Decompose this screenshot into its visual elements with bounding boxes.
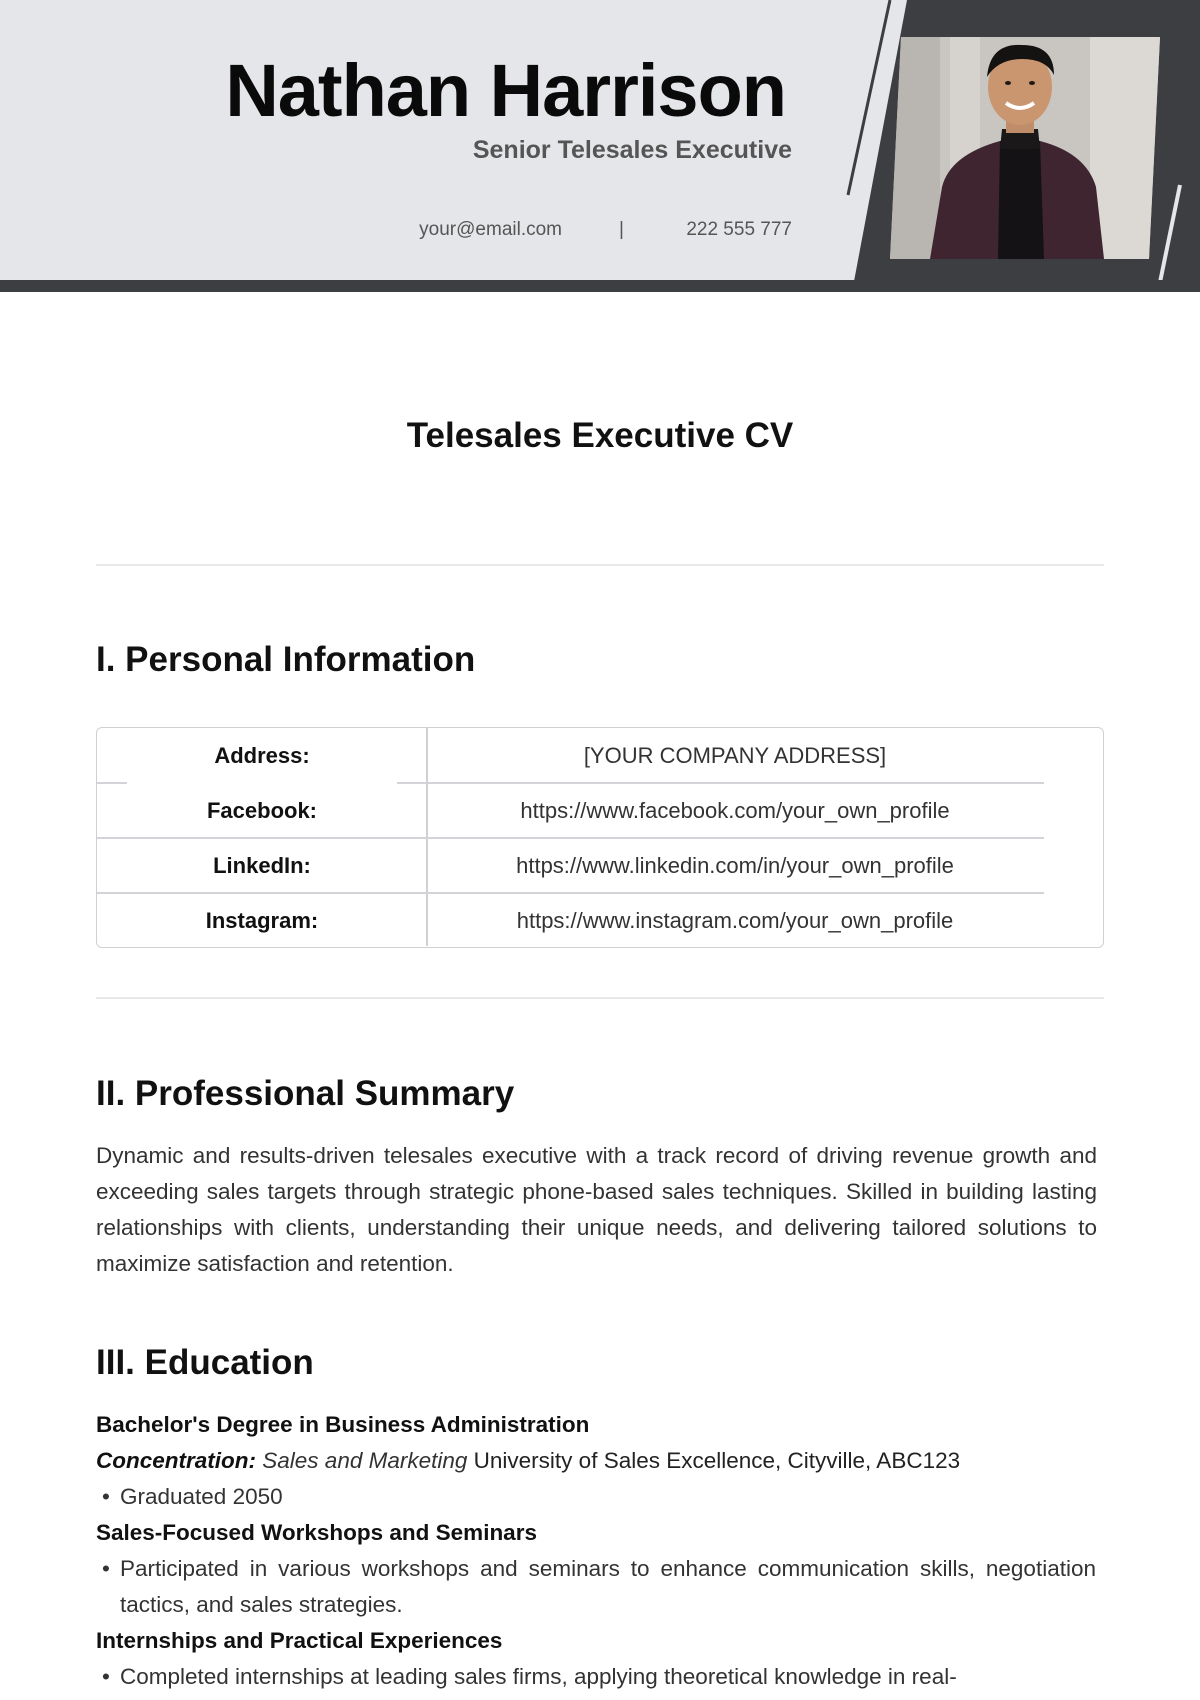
workshops-entry [96,1515,1106,1551]
bullet-icon: • [102,1556,110,1581]
professional-summary-heading: II. Professional Summary [96,1074,515,1113]
workshops-title: Sales-Focused Workshops and Seminars [96,1520,537,1545]
address-value: [YOUR COMPANY ADDRESS] [583,743,887,768]
personal-information-table [96,727,1104,948]
workshops-bullet: Participated in various workshops and seminars to enhance communication skills, negotiation tactics, and sales strategies. [120,1556,1096,1617]
institution: University of Sales Excellence, Cityville, ABC123 [473,1448,961,1473]
contact-phone[interactable]: 222 555 777 [686,219,792,240]
concentration-label: Concentration: [96,1448,256,1473]
table-row [97,838,1105,893]
contact-separator: | [619,219,624,240]
list-item [96,1659,1096,1695]
facebook-label: Facebook: [206,798,318,823]
profile-photo [890,37,1160,259]
candidate-job-title: Senior Telesales Executive [472,136,792,164]
internships-title: Internships and Practical Experiences [96,1628,503,1653]
degree-bullet: Graduated 2050 [120,1484,283,1509]
table-row [97,893,1105,948]
instagram-label: Instagram: [205,908,319,933]
document-title: Telesales Executive CV [406,416,794,455]
bullet-icon: • [102,1484,110,1509]
education-heading: III. Education [96,1343,314,1382]
internships-bullet: Completed internships at leading sales firms, applying theoretical knowledge in real- [120,1664,957,1689]
list-item [96,1551,1096,1623]
concentration-value: Sales and Marketing [262,1448,468,1473]
candidate-name: Nathan Harrison [225,49,786,132]
table-row [97,783,1105,838]
bullet-icon: • [102,1664,110,1689]
address-label: Address: [214,743,310,768]
table-row [97,728,1105,783]
section-divider [96,997,1104,999]
internships-entry [96,1623,1106,1659]
header-bottom-bar [0,280,1200,292]
contact-email[interactable]: your@email.com [419,219,562,240]
profile-photo-image [890,37,1160,259]
list-item [96,1479,1096,1515]
linkedin-link[interactable]: https://www.linkedin.com/in/your_own_profile [516,853,954,878]
cv-header [0,0,1200,292]
degree-title: Bachelor's Degree in Business Administration [96,1412,590,1437]
personal-information-heading: I. Personal Information [96,640,476,679]
degree-entry [96,1407,1106,1479]
section-divider [96,564,1104,566]
linkedin-label: LinkedIn: [213,853,311,878]
instagram-link[interactable]: https://www.instagram.com/your_own_profile [516,908,954,933]
professional-summary-text: Dynamic and results-driven telesales executive with a track record of driving revenue growth and exceeding sales targets through strategic phone-based sales techniques. Skilled in building lasting relationships with clients, understanding their unique needs, and delivering tailored solutions to maximize satisfaction and retention. [96,1143,1097,1276]
facebook-link[interactable]: https://www.facebook.com/your_own_profile [520,798,950,823]
degree-details [96,1443,1106,1479]
